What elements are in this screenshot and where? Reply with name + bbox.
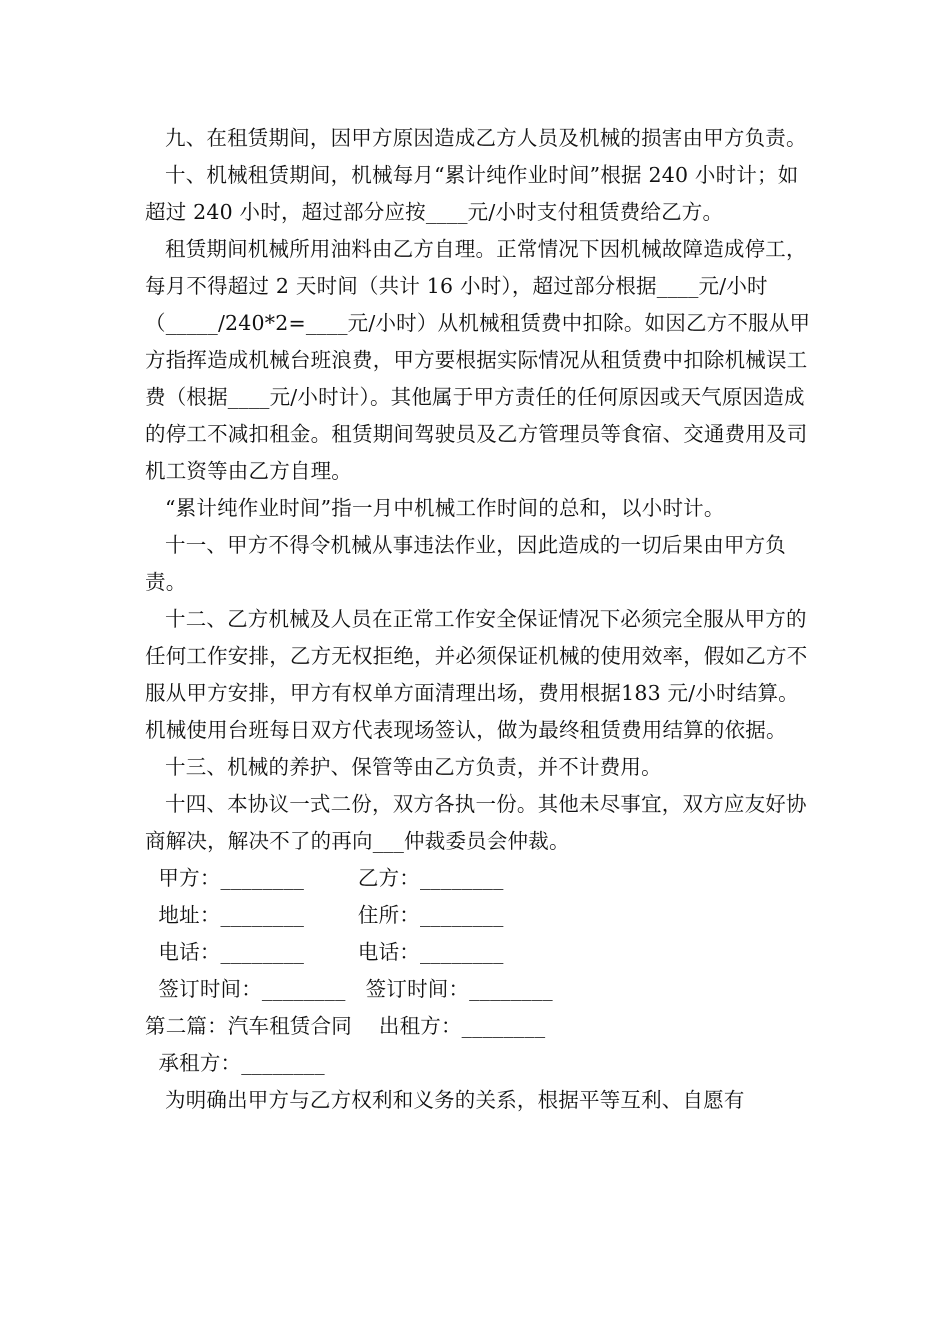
section-two-lessee: 承租方：________ bbox=[145, 1051, 325, 1075]
signature-block bbox=[145, 860, 815, 1008]
signature-line-party: 甲方：________ 乙方：________ bbox=[145, 866, 504, 890]
clause-thirteen: 十三、机械的养护、保管等由乙方负责，并不计费用。 bbox=[165, 755, 662, 779]
clause-ten-fuel: 租赁期间机械所用油料由乙方自理。正常情况下因机械故障造成停工，每月不得超过 2 天时间（共计 16 小时），超过部分根据____元/小时（_____/240*2=____元/小时）从机械租赁费中扣除。如因乙方不服从甲方指挥造成机械台班浪费，甲方要根据实际情况从租赁费中扣除机械误工费（根据____元/小时计）。其他属于甲方责任的任何原因或天气原因造成的停工不减扣租金。租赁期间驾驶员及乙方管理员等食宿、交通费用及司机工资等由乙方自理。 bbox=[145, 237, 811, 483]
signature-line-phone: 电话：________ 电话：________ bbox=[145, 940, 504, 964]
clause-ten-definition: “累计纯作业时间”指一月中机械工作时间的总和，以小时计。 bbox=[165, 496, 725, 520]
section-two-heading: 第二篇：汽车租赁合同 出租方：________ bbox=[145, 1014, 546, 1038]
clause-nine: 九、在租赁期间，因甲方原因造成乙方人员及机械的损害由甲方负责。 bbox=[165, 126, 807, 150]
clause-twelve: 十二、乙方机械及人员在正常工作安全保证情况下必须完全服从甲方的任何工作安排，乙方无权拒绝，并必须保证机械的使用效率，假如乙方不服从甲方安排，甲方有权单方面清理出场，费用根据183 元/小时结算。机械使用台班每日双方代表现场签认，做为最终租赁费用结算的依据。 bbox=[145, 607, 808, 742]
signature-line-address: 地址：________ 住所：________ bbox=[145, 903, 504, 927]
signature-line-date: 签订时间：________ 签订时间：________ bbox=[145, 977, 553, 1001]
clause-ten: 十、机械租赁期间，机械每月“累计纯作业时间”根据 240 小时计；如超过 240 小时，超过部分应按____元/小时支付租赁费给乙方。 bbox=[145, 163, 799, 224]
clause-eleven: 十一、甲方不得令机械从事违法作业，因此造成的一切后果由甲方负责。 bbox=[145, 533, 786, 594]
document-body bbox=[145, 120, 815, 1119]
section-two-intro: 为明确出甲方与乙方权利和义务的关系，根据平等互利、自愿有 bbox=[165, 1088, 745, 1112]
clause-fourteen: 十四、本协议一式二份，双方各执一份。其他未尽事宜，双方应友好协商解决，解决不了的再向___仲裁委员会仲裁。 bbox=[145, 792, 807, 853]
